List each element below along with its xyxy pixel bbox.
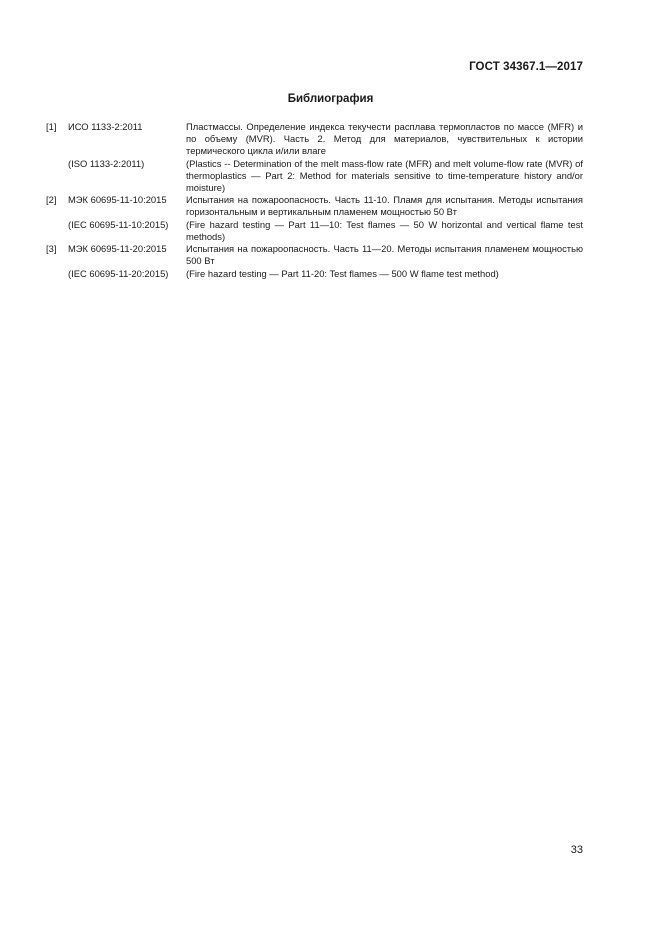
- entry-translation-designation: (ISO 1133-2:2011): [68, 157, 145, 169]
- entry-designation: МЭК 60695-11-10:2015: [68, 193, 167, 205]
- standard-id-header: ГОСТ 34367.1—2017: [469, 61, 583, 73]
- entry-designation: МЭК 60695-11-20:2015: [68, 243, 167, 255]
- bibliography-title: Библиография: [287, 93, 374, 105]
- entry-translation-designation: (IEC 60695-11-20:2015): [68, 267, 169, 279]
- bibliography-entry-translation: [46, 219, 583, 243]
- entry-title: Испытания на пожароопасность. Часть 11—20. Методы испытания пламенем мощностью 500 Вт: [186, 243, 583, 266]
- bibliography-entry-translation: [46, 268, 583, 280]
- bibliography-entry-translation: [46, 158, 583, 194]
- bibliography-entry: [46, 243, 583, 267]
- entry-title: Пластмассы. Определение индекса текучести расплава термопластов по массе (MFR) и по объему (MVR). Часть 2. Метод для материалов, чувствительных к истории термического цикла и/или влаге: [186, 121, 583, 156]
- entry-translation-title: (Plastics -- Determination of the melt mass-flow rate (MFR) and melt volume-flow rate (MVR) of thermoplastics — Part 2: Method for materials sensitive to time-temperature history and/or moisture): [186, 157, 583, 193]
- entry-number: [2]: [46, 193, 57, 205]
- bibliography-list: [46, 121, 583, 280]
- entry-translation-title: (Fire hazard testing — Part 11—10: Test flames — 50 W horizontal and vertical flame test methods): [186, 218, 583, 242]
- entry-number: [1]: [46, 121, 57, 132]
- entry-designation: ИСО 1133-2:2011: [68, 121, 143, 132]
- page-number: 33: [570, 844, 583, 856]
- entry-translation-designation: (IEC 60695-11-10:2015): [68, 218, 169, 230]
- bibliography-entry: [46, 121, 583, 157]
- entry-translation-title: (Fire hazard testing — Part 11-20: Test flames — 500 W flame test method): [186, 267, 499, 279]
- bibliography-entry: [46, 194, 583, 218]
- entry-number: [3]: [46, 243, 57, 255]
- entry-title: Испытания на пожароопасность. Часть 11-10. Пламя для испытания. Методы испытания горизонтальным и вертикальным пламенем мощностью 50 Вт: [186, 193, 583, 217]
